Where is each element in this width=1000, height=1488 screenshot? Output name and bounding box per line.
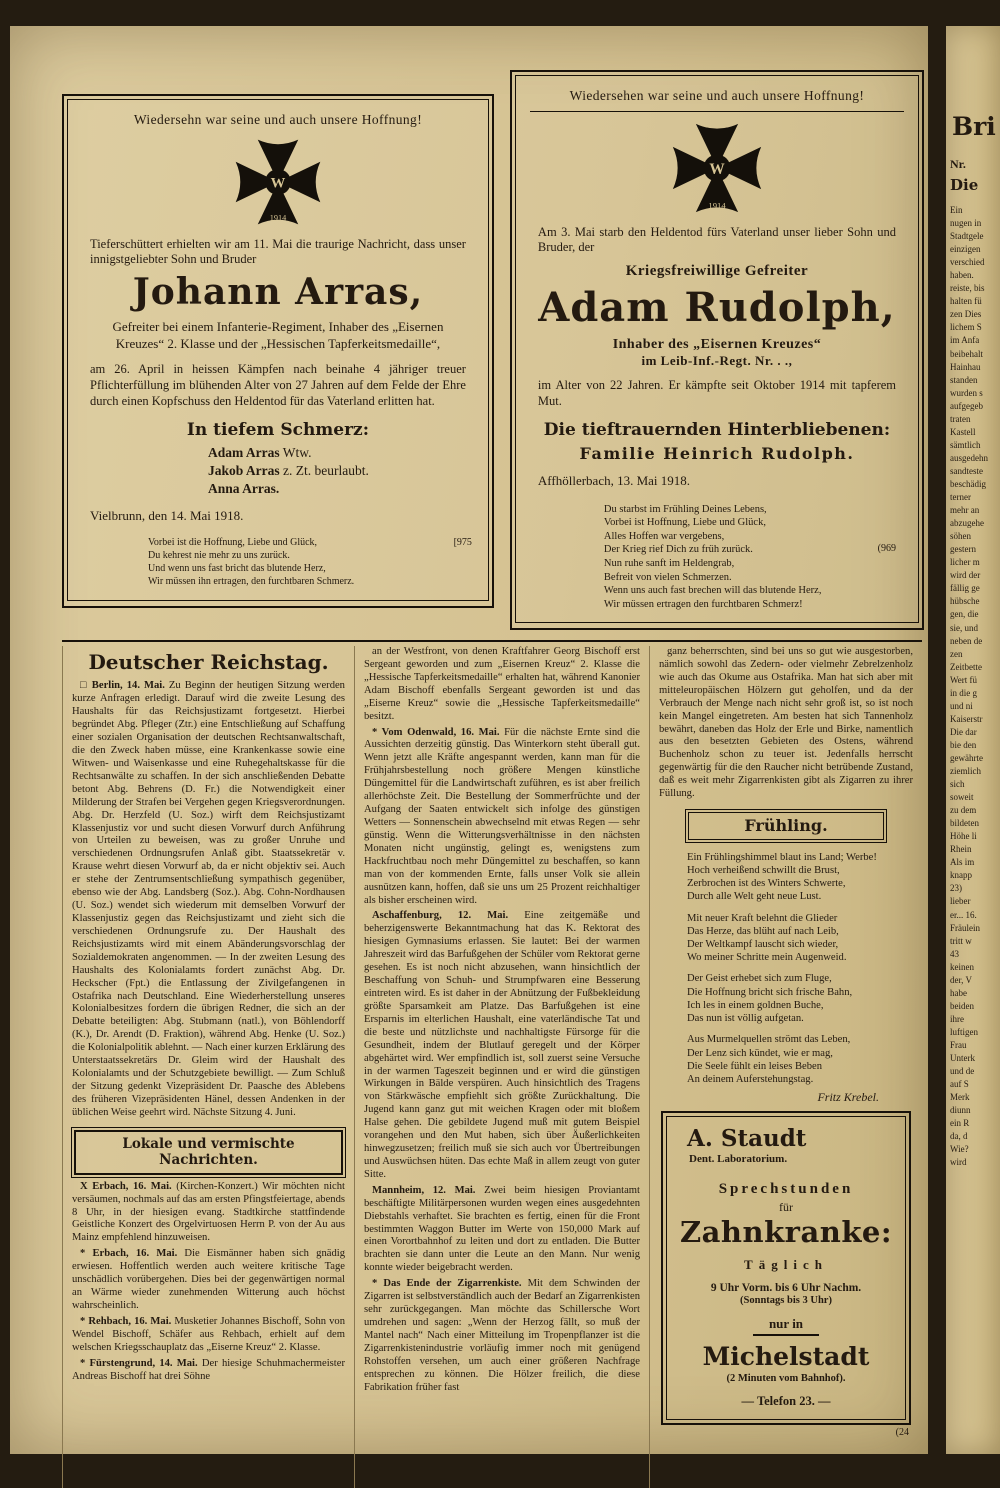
edge-fragment-line: diunn <box>950 1105 971 1116</box>
edge-fragment-line: ziemlich <box>950 766 981 777</box>
deceased-rank: Gefreiter bei einem Infanterie-Regiment, Inhaber des „Eisernen Kreuzes“ 2. Klasse und der „Hessischen Tapferkeitsmedaille“, <box>112 319 444 351</box>
column2-paragraphs <box>364 646 640 1395</box>
edge-fragment-line: Fräulein <box>950 922 980 933</box>
ad-sundays: (Sonntags bis 3 Uhr) <box>740 1294 832 1306</box>
notice-number: (969 <box>877 542 896 554</box>
poem-line: An deinem Auferstehungstag. <box>687 1074 814 1086</box>
edge-fragment-line: Stadtgele <box>950 231 984 242</box>
news-paragraph: □ Berlin, 14. Mai. Zu Beginn der heutigen Sitzung werden kurze Anfragen erledigt. Darauf wird die zweite Lesung des Haushalts für das Reichsjustizamt fortgesetzt. Hierbei begründet Abg. Pfleger (Ztr.) eine Entschließung auf Schaffung einer sozialen Organisation der deutschen Rechtsanwaltschaft, die den Zweck haben müsse, eine Krankenkasse sowie eine Witwen- und Waisenkasse und eine Ruhegehaltskasse für die Rechtsanwälte zu schaffen. In der sich anschließenden Debatte betont Abg. Behrens (D. Fr.) die Notwendigkeit einer Milderung der Strafen bei Vergehen gegen Kriegsverordnungen. Abg. Dr. Herzfeld (U. Soz.) wirft dem Reichsjustizamt Klassenjustiz vor und sucht diesen Vorwurf durch Anführung von Urteilen zu beweisen, was zu großer Unruhe und verschiedenen Ordnungsrufen Anlaß gibt. Staatssekretär v. Krause wehrt diesen Vorwurf ab, da er nicht objektiv sei. Auch er stehe der Zentrumsentschließung sympathisch gegenüber, ebenso wie der Abg. Landsberg (Soz.). Abg. Cohn-Nordhausen (U. Soz.) wendet sich wiederum mit demselben Vorwurf der Klassenjustiz gegen das Reichsjustizamt und zieht sich die verschiedenen Ordnungsrufe zu. Der Haushalt des Reichsjustizamts wird mit einem Abänderungsvorschlag der Sozialdemokraten angenommen. — In der zweiten Lesung des Haushalts des Kolonialamts fordert zunächst Abg. Dr. Heckscher (Fpt.) die Entlassung der Zivilgefangenen in Ostafrika nach Deutschland. Eine Wiederherstellung unseres Kolonialbesitzes fordern die übrigen Redner, die sich an der Debatte beteiligten: Abg. Stubmann (natl.), von Böhlendorff (K.), Dr. Arendt (D. Fraktion), während Abg. Henke (U. Soz.) die Kolonialpolitik ablehnt. — Nach einer kurzen Erklärung des Unterstaatssekretärs Dr. Gleim wird der Haushalt des Kolonialamts und der Schutzgebiete bewilligt. — Zum Schluß der Sitzung gedenkt Vizepräsident Dr. Paasche des Ablebens des früheren Vizepräsidenten Hänel, dessen Andenken in der üblichen Weise geehrt wird. Nächste Sitzung 4. Juni. <box>72 680 345 1118</box>
ad-business-type: Dent. Laboratorium. <box>689 1153 788 1165</box>
adjacent-page-edge <box>946 26 1000 1454</box>
mourner: Adam Arras Wtw. <box>208 444 312 460</box>
edge-fragment-line: Merk <box>950 1092 970 1103</box>
obituary-intro: Am 3. Mai starb den Heldentod fürs Vaterland unser lieber Sohn und Bruder, der <box>537 225 896 254</box>
edge-fragment-line: traten <box>950 413 971 424</box>
edge-fragment-line: beiden <box>950 1000 974 1011</box>
edge-fragment-line: licher m <box>950 557 980 568</box>
edge-heading-fragment: Bri <box>952 112 996 141</box>
edge-fragment-line: auf S <box>950 1079 969 1090</box>
edge-fragment-line: gewährte <box>950 752 983 763</box>
news-paragraph: Aschaffenburg, 12. Mai. Eine zeitgemäße und beherzigenswerte Bekanntmachung hat das K. Rektorat des hiesigen Gymnasiums erlassen. Sie lautet: Bei der warmen Jahreszeit wird das Barfußgehen der Schüler vom Rektorat gerne gesehen. Es ist noch nicht abzusehen, wann hinsichtlich der Beschaffung von Schuh- und Strumpfwaren eine Besserung eintreten wird. Es ist daher in der Abnützung der Fußbekleidung größte Sparsamkeit am Platze. Das Barfußgehen ist eine Ersparnis im elterlichen Haushalt, eine vaterländische Tat und die beste und nützlichste und nachhaltigste Fürsorge für die Gesundheit, indem der Blutlauf geregelt und der Körper abgehärtet wird. Wer empfindlich ist, soll zuerst seine Versuche in der warmen Tageszeit beginnen und er wird die günstigen Wirkungen in Bälde verspüren. Auch hinsichtlich des Tragens von Stärkwäsche empfiehlt sich größte Zurückhaltung. Die Jugend kann ganz gut mit weichen Kragen oder mit bloßem Halse gehen. Die gebildete Jugend muß mit gutem Beispiel vorangehen und den Mut haben, sich über Äußerlichkeiten hinwegzusetzen; freilich muß sie sich auch vor Übertreibungen und Auswüchsen hüten. Das echte Maß in allem zeugt von guter Sitte. <box>364 910 640 1180</box>
poem-line: Das Herze, das blüht auf nach Leib, <box>687 925 839 937</box>
ad-nur-in: nur in <box>753 1315 819 1336</box>
edge-fragment-line: Als im <box>950 857 975 868</box>
news-paragraph: X Erbach, 16. Mai. (Kirchen-Konzert.) Wir möchten nicht versäumen, nochmals auf das am ersten Pfingstfeiertage, abends 8 Uhr, in der hiesigen evang. Stadtkirche stattfindende Geistliche Konzert des Orgelvirtuosen Herrn P. von der Au aus Mainz empfehlend hinzuweisen. <box>72 1180 345 1244</box>
poem-line: Der Lenz sich kündet, wie er mag, <box>687 1047 833 1059</box>
cross-year: 1914 <box>269 213 287 223</box>
edge-fragment-line: wird <box>950 1157 967 1168</box>
edge-fragment-line: luftigen <box>950 1026 978 1037</box>
edge-fragment-line: halten fü <box>950 296 982 307</box>
edge-fragment-line: sie, und <box>950 622 978 633</box>
ad-station-note: (2 Minuten vom Bahnhof). <box>726 1372 846 1384</box>
poem-line: Die Seele fühlt ein leises Beben <box>687 1060 823 1072</box>
edge-nr-fragment: Nr. <box>950 157 966 171</box>
edge-fragment-line: der, V <box>950 974 972 985</box>
edge-fragment-line: beschädig <box>950 478 986 489</box>
obituary-body: am 26. April in heissen Kämpfen nach beinahe 4 jähriger treuer Pflichterfüllung im blühenden Alter von 27 Jahren auf dem Felde der Ehre durch einen Kopfschuss den Heldentod für das Vaterland erlitten hat. <box>90 361 466 409</box>
edge-fragment-line: und de <box>950 1066 975 1077</box>
verse-line: Vorbei ist die Hoffnung, Liebe und Glück, <box>148 537 318 549</box>
deceased-title: Kriegsfreiwillige Gefreiter <box>625 263 809 279</box>
verse-line: Wir müssen ihn ertragen, den furchtbaren Schmerz. <box>148 576 355 588</box>
edge-fragment-line: keinen <box>950 961 974 972</box>
edge-fragment-line: er... 16. <box>950 909 977 920</box>
obituary-johann-arras-inner <box>67 99 489 601</box>
news-paragraph: * Fürstengrund, 14. Mai. Der hiesige Schuhmachermeister Andreas Bischoff hat drei Söhne <box>72 1357 345 1382</box>
edge-text-fragments <box>946 204 1000 1169</box>
poem-line: Ich les in einem goldnen Buche, <box>687 999 824 1011</box>
deceased-regiment: im Leib-Inf.-Regt. Nr. . ., <box>641 353 793 368</box>
newspaper-page <box>10 26 928 1454</box>
section-heading-lokale: Lokale und vermischte Nachrichten. <box>74 1130 343 1175</box>
edge-fragment-line: Die dar <box>950 726 977 737</box>
edge-fragment-line: wird der <box>950 570 981 581</box>
edge-fragment-line: Rhein <box>950 844 972 855</box>
verse-line: Der Krieg rief Dich zu früh zurück. <box>603 544 753 556</box>
news-paragraph: * Rehbach, 16. Mai. Musketier Johannes Bischoff, Sohn von Wendel Bischoff, Schäfer aus Rehbach, erhielt auf dem welschen Kriegsschauplatz das „Eiserne Kreuz“ 2. Klasse. <box>72 1315 346 1353</box>
edge-fragment-line: Kaiserstr <box>950 713 983 724</box>
edge-fragment-line: aufgegeb <box>950 400 983 411</box>
edge-fragment-line: ihre <box>950 1013 964 1024</box>
memorial-verse <box>148 536 472 588</box>
poem-line: Wo meiner Schritte mein Augenweid. <box>687 952 847 964</box>
iron-cross-icon <box>538 120 896 221</box>
obituary-motto: Wiedersehen war seine und auch unsere Hoffnung! <box>530 88 904 112</box>
edge-fragment-line: und ni <box>950 700 973 711</box>
obituary-body: im Alter von 22 Jahren. Er kämpfte seit Oktober 1914 mit tapferem Mut. <box>537 378 896 409</box>
section-heading-reichstag: Deutscher Reichstag. <box>88 650 329 674</box>
obituary-intro: Tieferschüttert erhielten wir am 11. Mai die traurige Nachricht, dass unser innigstgeliebter Sohn und Bruder <box>90 237 466 266</box>
ad-line-taeglich: Täglich <box>744 1256 828 1272</box>
edge-fragment-line: standen <box>950 374 978 385</box>
advertisement-inner <box>666 1116 906 1420</box>
verse-line: Du kehrest nie mehr zu uns zurück. <box>148 550 290 562</box>
edge-fragment-line: terner <box>950 492 971 503</box>
edge-fragment-line: neben de <box>950 635 983 646</box>
edge-fragment-line: lieber <box>950 896 971 907</box>
ad-city: Michelstadt <box>702 1342 870 1372</box>
poem-line: Der Geist erhebet sich zum Fluge, <box>687 973 832 985</box>
deceased-honor: Inhaber des „Eisernen Kreuzes“ <box>612 337 822 352</box>
edge-fragment-line: lichem S <box>950 322 982 333</box>
poem-heading: Frühling. <box>688 812 884 840</box>
ad-business-name: A. Staudt <box>687 1124 807 1152</box>
poem-signature: Fritz Krebel. <box>817 1090 879 1105</box>
poem-line: Aus Murmelquellen strömt das Leben, <box>687 1034 851 1046</box>
edge-fragment-line: in die g <box>950 687 977 698</box>
edge-fragment-line: gestern <box>950 544 976 555</box>
notice-number: [975 <box>453 537 472 549</box>
poem-line: Hoch verheißend schwillt die Brust, <box>687 864 840 876</box>
edge-fragment-line: Wie? <box>950 1144 969 1155</box>
verse-line: Nun ruhe sanft im Heldengrab, <box>603 558 735 570</box>
poem-fruehling <box>687 851 913 1087</box>
edge-fragment-line: zen <box>950 648 963 659</box>
edge-fragment-line: da, d <box>950 1131 968 1142</box>
edge-fragment-line: 43 <box>950 948 959 959</box>
news-column-3 <box>650 646 922 1488</box>
obituary-johann-arras <box>62 94 494 608</box>
edge-fragment-line: wurden s <box>950 387 983 398</box>
ad-line-fuer: für <box>779 1199 793 1214</box>
edge-fragment-line: Ein <box>950 205 963 215</box>
news-column-1 <box>62 646 354 1488</box>
edge-fragment-line: reiste, bis <box>950 283 985 294</box>
iron-cross-icon <box>90 136 466 233</box>
edge-fragment-line: Hainhau <box>950 361 981 372</box>
edge-fragment-line: sandteste <box>950 465 983 476</box>
cross-monogram: W <box>709 160 725 178</box>
edge-fragment-line: verschied <box>950 257 985 268</box>
edge-fragment-line: gen, die <box>950 609 979 620</box>
edge-fragment-line: nugen in <box>950 218 982 229</box>
news-paragraph: * Vom Odenwald, 16. Mai. Für die nächste Ernte sind die Aussichten derzeitig günstig. Das Winterkorn steht überall gut. Wenn jetzt alle Kräfte angespannt werden, kann man für die Frühjahrsbestellung noch größere Mengen künstliche Düngemittel für die Landwirtschaft zuführen, es ist aber freilich allerhöchste Zeit. Die Bestellung der Sommerfrüchte und der Aufgang der Saaten entwickelt sich infolge des günstigen Wetters — Sonnenschein abwechselnd mit etwas Regen — sehr günstig. Wenn die Witterungsverhältnisse in den nächsten Monaten nicht ungünstig, gelingt es, wenigstens zum Hackfruchtbau noch mehr Düngemittel zu beschaffen, so kann man von der kommenden Ernte, falls unser Volk sie allein ausnützen kann, hoffen, daß sie uns um 25 Prozent reichhaltiger als bisher erscheinen wird. <box>364 726 640 906</box>
edge-fragment-line: bie den <box>950 739 977 750</box>
news-paragraph: * Erbach, 16. Mai. Die Eismänner haben sich gnädig erwiesen. Hoffentlich werden auch weitere kritische Tage unschädlich vorübergehen. Dies bei der gegenwärtigen normal an Wärme wieder zunehmenden Witterung auch höchst wahrscheinlich. <box>72 1248 345 1311</box>
ad-hours: 9 Uhr Vorm. bis 6 Uhr Nachm. <box>710 1281 862 1294</box>
poem-line: Das nun ist völlig aufgetan. <box>687 1013 804 1025</box>
news-paragraph: ganz beherrschten, sind bei uns so gut wie ausgestorben, nämlich sowohl das Zedern- oder vielmehr Zebrelzenholz wie auch das Okume aus Ostafrika. Man hat sich aber mit mitteleuropäischen Hölzern gut geholfen, und da der Verbrauch der Menge nach nicht sehr groß ist, so ist noch kein Mangel eingetreten. Am besten hat sich Tannenholz bewährt, daneben das Holz der Erle und Birke, namentlich aus den besetzten Gebieten des Ostens, während Buchenholz schon zu teuer ist. Jedenfalls herrscht gegenwärtig für die den Raucher nicht betrübende Zustand, daß es weit mehr Zigarrenkisten gibt als Zigarren zu ihrer Füllung. <box>659 646 913 800</box>
verse-line: Du starbst im Frühling Deines Lebens, <box>603 503 767 515</box>
obituary-adam-rudolph-inner <box>515 75 919 623</box>
deceased-name: Johann Arras, <box>132 271 424 313</box>
edge-fragment-line: ausgedehn <box>950 452 988 463</box>
edge-fragment-line: ein R <box>950 1118 970 1129</box>
poem-line: Durch alle Welt geht neue Lust. <box>687 891 822 903</box>
verse-line: Alles Hoffen war vergebens, <box>603 530 725 542</box>
mourner: Anna Arras. <box>208 480 280 496</box>
edge-fragment-line: zu dem <box>950 805 977 816</box>
edge-fragment-line: sämtlich <box>950 439 981 450</box>
edge-fragment-line: tritt w <box>950 935 972 946</box>
place-date: Vielbrunn, den 14. Mai 1918. <box>90 508 244 524</box>
column3-paragraphs <box>659 646 913 801</box>
reichstag-paragraphs <box>72 680 345 1119</box>
news-section <box>62 640 922 1488</box>
edge-fragment-line: im Anfa <box>950 335 980 346</box>
poem-heading-box <box>685 809 887 843</box>
news-column-2 <box>354 646 650 1488</box>
edge-fragment-line: abzugehe <box>950 518 984 529</box>
mourners-list <box>208 444 466 499</box>
verse-line: Und wenn uns fast bricht das blutende Herz, <box>148 563 326 575</box>
family-name: Familie Heinrich Rudolph. <box>579 443 855 463</box>
edge-fragment-line: soweit <box>950 792 974 803</box>
edge-fragment-line: knapp <box>950 870 972 881</box>
edge-fragment-line: Unterk <box>950 1053 975 1064</box>
edge-fragment-line: Kastell <box>950 426 976 437</box>
edge-fragment-line: einzigen <box>950 244 981 255</box>
deceased-name: Adam Rudolph, <box>538 284 896 331</box>
edge-fragment-line: habe <box>950 987 967 998</box>
advertisement-staudt <box>661 1111 911 1425</box>
edge-fragment-line: sich <box>950 779 965 790</box>
edge-fragment-line: söhen <box>950 531 971 542</box>
lokale-paragraphs <box>72 1181 345 1384</box>
mourning-heading: In tiefem Schmerz: <box>186 419 369 440</box>
memorial-verse <box>604 503 896 612</box>
news-paragraph: * Das Ende der Zigarrenkiste. Mit dem Schwinden der Zigarren ist selbstverständlich auch der Bedarf an Zigarrenkisten sehr zurückgegangen. Man möchte das Schillersche Wort umdrehen und sagen: „Wenn der Herzog fällt, so muß der Mantel nach“ Nach einer Mitteilung im Tropenpflanzer ist die Zigarrenkistenindustrie vorläufig immer noch mit genügend Rohstoffen versehen, um auch einer größeren Nachfrage entsprechen zu können. Die Hölzer freilich, die diese Fabrikation früher fast <box>364 1278 640 1393</box>
edge-fragment-line: Höhe li <box>950 831 977 842</box>
edge-fragment-line: 23) <box>950 883 962 894</box>
news-paragraph: an der Westfront, von denen Kraftfahrer Georg Bischoff erst Sergeant geworden und zum „Eisernen Kreuz“ 2. Klasse die „Hessische Tapferkeitsmedaille“ erhalten hat, während Kanonier Adam Bischoff ebenfalls Sergeant geworden ist und das „Eiserne Kreuz“ sowie die „Hessische Tapferkeitsmedaille“ besitzt. <box>364 646 640 722</box>
ad-line-zahnkranke: Zahnkranke: <box>679 1215 893 1250</box>
cross-monogram: W <box>270 175 286 192</box>
edge-fragment-line: Wert fü <box>950 674 978 685</box>
edge-fragment-line: zen Dies <box>950 309 982 320</box>
poem-line: Ein Frühlingshimmel blaut ins Land; Werbe! <box>687 851 877 863</box>
verse-line: Wenn uns auch fast brechen will das blutende Herz, <box>603 585 822 597</box>
ad-line-sprechstunden: Sprechstunden <box>718 1181 854 1198</box>
news-paragraph: Mannheim, 12. Mai. Zwei beim hiesigen Proviantamt beschäftigte Militärpersonen wurden wegen eines ausgedehnten Diebstahls verhaftet. Sie brachten es fertig, einen für die Front bestimmten Waggon Butter im Werte von 150,000 Mark auf einen Vorortbahnhof zu leiten und dort zu entladen. Die Butter brachten sie dann unter die Leute an den Mann. Nur wenig konnte wieder beigebracht werden. <box>364 1184 640 1274</box>
mourning-heading: Die tieftrauernden Hinterbliebenen: <box>543 419 891 440</box>
mourner: Jakob Arras z. Zt. beurlaubt. <box>208 462 369 478</box>
ad-telephone: — Telefon 23. — <box>741 1393 831 1408</box>
ad-notice-number: (24 <box>895 1426 909 1438</box>
obituary-row <box>10 26 928 630</box>
poem-line: Die Hoffnung bricht sich frische Bahn, <box>687 986 853 998</box>
verse-line: Wir müssen ertragen den furchtbaren Schmerz! <box>603 598 803 610</box>
edge-fragment-line: mehr an <box>950 505 980 516</box>
edge-fragment-line: bildeten <box>950 818 979 829</box>
obituary-adam-rudolph <box>510 70 924 630</box>
cross-year: 1914 <box>708 200 726 211</box>
edge-fragment-line: hübsche <box>950 596 980 607</box>
verse-line: Vorbei ist Hoffnung, Liebe und Glück, <box>603 517 766 529</box>
edge-fragment-line: Zeitbette <box>950 661 982 672</box>
edge-fragment-line: fällig ge <box>950 583 980 594</box>
place-date: Affhöllerbach, 13. Mai 1918. <box>537 472 691 488</box>
poem-line: Zerbrochen ist des Winters Schwerte, <box>687 878 846 890</box>
edge-die-fragment: Die <box>950 176 979 194</box>
poem-line: Mit neuer Kraft belehnt die Glieder <box>687 912 838 924</box>
obituary-motto: Wiedersehn war seine und auch unsere Hoffnung! <box>133 112 423 127</box>
edge-fragment-line: Frau <box>950 1040 967 1050</box>
edge-fragment-line: haben. <box>950 270 974 281</box>
edge-fragment-line: beibehalt <box>950 348 983 359</box>
poem-line: Der Weltkampf lauscht sich wieder, <box>687 938 839 950</box>
verse-line: Befreit von vielen Schmerzen. <box>603 571 732 583</box>
